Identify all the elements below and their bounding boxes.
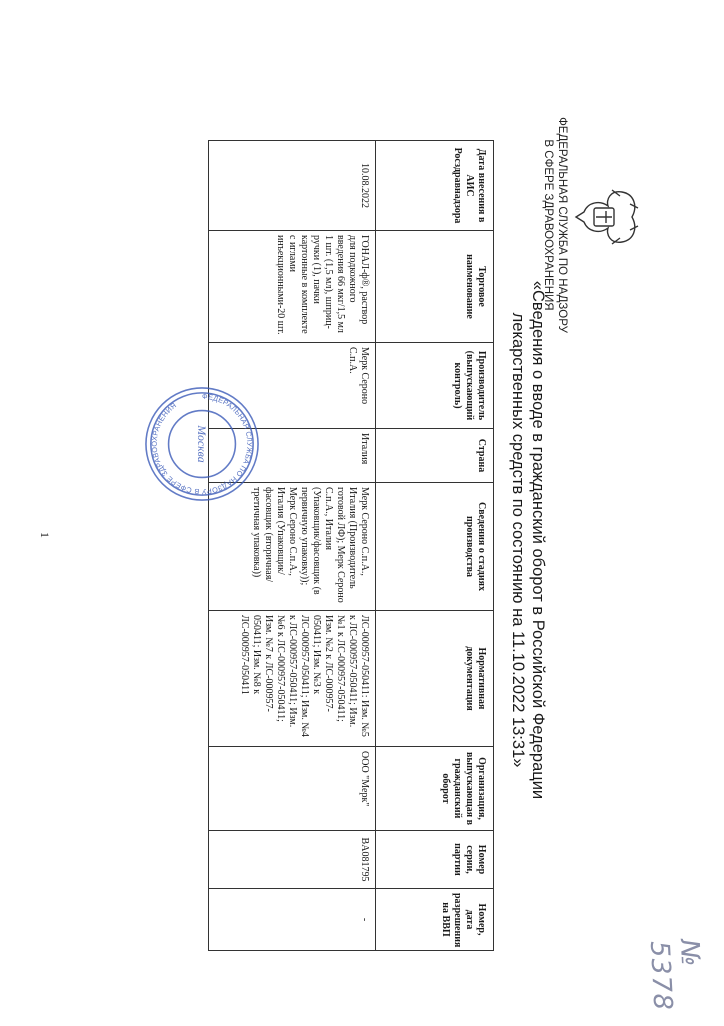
header-organization: Организация, выпускающая в гражданский оборот (376, 747, 494, 831)
agency-line-2: В СФЕРЕ ЗДРАВООХРАНЕНИЯ (542, 139, 554, 311)
cell-manufacturer: Мерк Сероно С.п.А. (209, 343, 376, 429)
table-row (209, 141, 376, 951)
cell-batch: BA081795 (209, 831, 376, 889)
drug-release-table (208, 140, 494, 951)
header-normative-doc: Нормативная документация (376, 611, 494, 747)
title-line-2: лекарственных средств по состоянию на 11.10.2022 13:31» (509, 312, 527, 768)
header-batch: Номер серии, партии (376, 831, 494, 889)
cell-country: Италия (209, 429, 376, 483)
cell-stages: Мерк Сероно С.п.А., Италия (Производитель готовой ЛФ); Мерк Сероно С.п.А., Италия (Упаковщик/фасовщик (в первичную упаковку)); Мерк Сероно С.п.А., Италия (Упаковщик/фасовщик (вторичная/третичная упаковка)) (209, 483, 376, 611)
document-title-block (508, 140, 548, 940)
cell-trade-name: ГОНАЛ-ф®, раствор для подкожного введения 66 мкг/1,5 мл 1 шт. (1,5 мл), шприц-ручки (1), пачки картонные в комплекте с иглами инъекционными-20 шт. (209, 231, 376, 343)
table-header-row (376, 141, 494, 951)
coat-of-arms-emblem (572, 186, 642, 248)
cell-permit: - (209, 889, 376, 951)
official-stamp (143, 385, 261, 503)
title-line-1: «Сведения о вводе в гражданский оборот в Российской Федерации (529, 280, 547, 800)
cell-organization: ООО "Мерк" (209, 747, 376, 831)
header-date: Дата внесения в АИС Росздравнадзора (376, 141, 494, 231)
stamp-outer-text: ФЕДЕРАЛЬНАЯ СЛУЖБА ПО НАДЗОРУ В СФЕРЕ ЗДРАВООХРАНЕНИЯ (149, 391, 255, 497)
header-country: Страна (376, 429, 494, 483)
stamp-center-text: Москва (195, 425, 210, 463)
header-permit: Номер, дата разрешения на ВВП (376, 889, 494, 951)
header-manufacturer: Производитель (выпускающий контроль) (376, 343, 494, 429)
header-stages: Сведения о стадиях производства (376, 483, 494, 611)
cell-normative-doc: ЛС-000957-050411: Изм. №5 к ЛС-000957-050411; Изм. №1 к ЛС-000957-050411; Изм. №2 к ЛС-000957-050411; Изм. №3 к ЛС-000957-050411; Изм. №4 к ЛС-000957-050411; Изм. №6 к ЛС-000957-050411; Изм. №7 к ЛС-000957-050411; Изм. №8 к ЛС-000957-050411 (209, 611, 376, 747)
page-number: 1 (38, 532, 52, 538)
handwritten-registration-number: № 5378 (643, 938, 706, 1012)
cell-date: 10.08.2022 (209, 141, 376, 231)
agency-line-1: ФЕДЕРАЛЬНАЯ СЛУЖБА ПО НАДЗОРУ (556, 117, 568, 333)
header-trade-name: Торговое наименование (376, 231, 494, 343)
